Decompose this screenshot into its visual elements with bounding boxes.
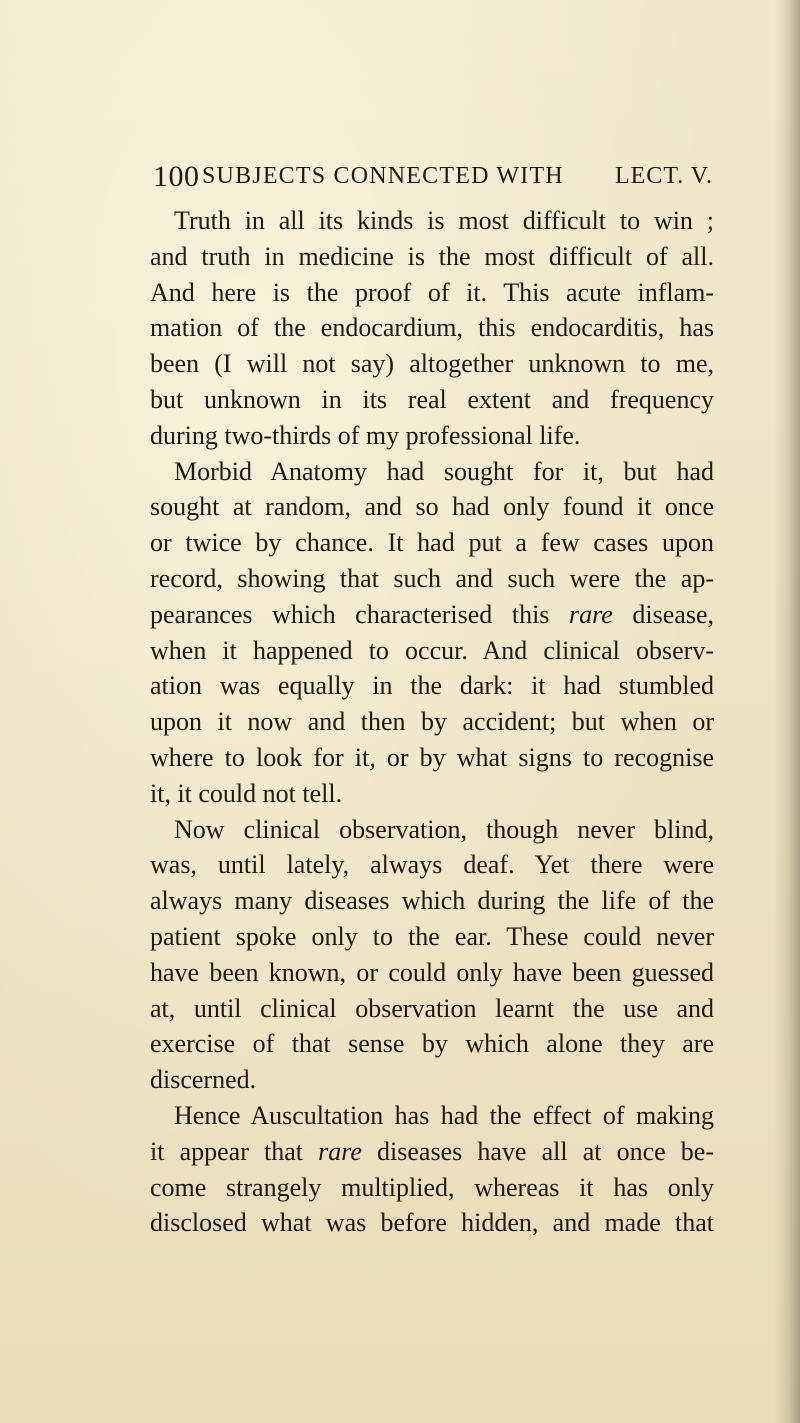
text-line: but unknown in its real extent and frequency [150, 384, 714, 414]
text-segment: it appear that [150, 1136, 319, 1166]
text-segment: disease, [612, 599, 714, 629]
text-line: when it happened to occur. And clinical observ- [150, 635, 714, 665]
text-line: Hence Auscultation has had the effect of making [174, 1100, 714, 1130]
text-line: record, showing that such and such were the ap- [150, 563, 714, 593]
text-line: where to look for it, or by what signs to recognise [150, 742, 714, 772]
page-number: 100 [153, 160, 200, 193]
lecture-label: LECT. V. [614, 163, 713, 189]
running-head [153, 160, 713, 200]
text-segment: diseases have all at once be- [361, 1136, 715, 1166]
text-line: patient spoke only to the ear. These could never [150, 921, 714, 951]
text-line: it, it could not tell. [150, 778, 343, 808]
text-line: Now clinical observation, though never blind, [174, 814, 714, 844]
text-segment: pearances which characterised this [150, 599, 570, 629]
text-line: was, until lately, always deaf. Yet there were [150, 850, 714, 880]
italic-word: rare [569, 599, 613, 629]
text-line: have been known, or could only have been guessed [150, 957, 714, 987]
running-title: SUBJECTS CONNECTED WITH [202, 163, 564, 189]
text-line: Morbid Anatomy had sought for it, but had [174, 456, 714, 486]
text-line: been (I will not say) altogether unknown to me, [150, 349, 714, 379]
text-line: always many diseases which during the life of the [150, 886, 714, 916]
text-line: ation was equally in the dark: it had stumbled [150, 671, 714, 701]
page-edge-shadow [774, 0, 800, 1423]
text-line: sought at random, and so had only found it once [150, 492, 714, 522]
text-line: And here is the proof of it. This acute inflam- [150, 277, 714, 307]
text-line: upon it now and then by accident; but when or [150, 707, 714, 737]
text-line: during two-thirds of my professional life. [150, 420, 581, 450]
text-line [150, 1134, 714, 1170]
text-line: exercise of that sense by which alone they are [150, 1029, 714, 1059]
text-line: and truth in medicine is the most difficult of all. [150, 241, 714, 271]
italic-word: rare [318, 1136, 362, 1166]
text-line: come strangely multiplied, whereas it has only [150, 1172, 714, 1202]
text-line [150, 597, 714, 633]
text-line: discerned. [150, 1065, 257, 1095]
text-line: Truth in all its kinds is most difficult to win ; [174, 206, 714, 235]
text-line: or twice by chance. It had put a few cases upon [150, 528, 714, 558]
text-line: mation of the endocardium, this endocarditis, has [150, 313, 714, 343]
text-line: at, until clinical observation learnt the use and [150, 993, 714, 1023]
body-text [150, 203, 715, 1238]
text-line: disclosed what was before hidden, and made that [150, 1208, 714, 1238]
